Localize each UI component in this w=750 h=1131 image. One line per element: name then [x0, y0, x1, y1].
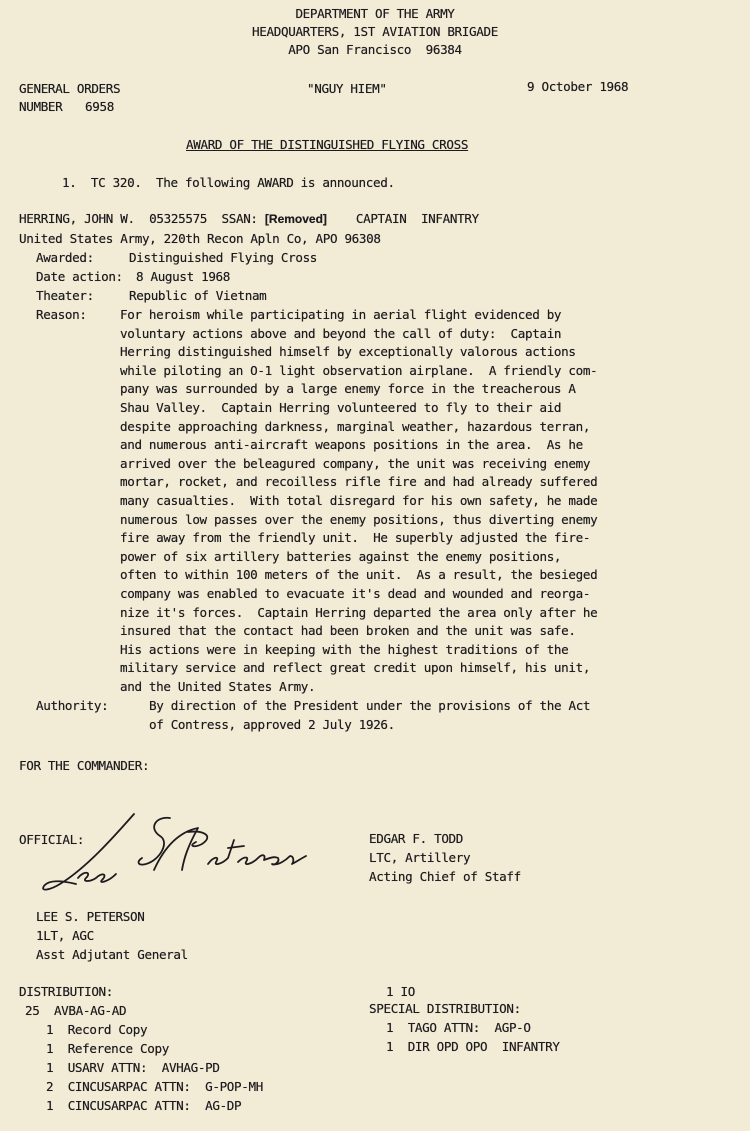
reason-line: voluntary actions above and beyond the call of duty: Captain [120, 325, 562, 341]
recipient-unit: United States Army, 220th Recon Apln Co, APO 96308 [19, 231, 381, 246]
authority-line-2: of Contress, approved 2 July 1926. [149, 717, 395, 732]
reason-line: power of six artillery batteries against the enemy positions, [120, 548, 562, 564]
reason-label: Reason: [36, 307, 87, 322]
motto: "NGUY HIEM" [307, 81, 387, 96]
distribution-item-0 [25, 1002, 126, 1020]
reason-line: company was enabled to evacuate it's dead and wounded and reorga- [120, 585, 591, 601]
distribution-count: 1 [386, 1020, 394, 1035]
distribution-text: CINCUSARPAC ATTN: AG-DP [67, 1098, 242, 1113]
distribution-text: Record Copy [67, 1022, 148, 1037]
announcement: 1. TC 320. The following AWARD is announced. [62, 175, 395, 190]
field-awarded-value: Distinguished Flying Cross [129, 250, 318, 265]
number-label: NUMBER [19, 99, 63, 114]
reason-line: and the United States Army. [120, 678, 316, 694]
distribution-item-2 [46, 1040, 169, 1058]
distribution-text: USARV ATTN: AVHAG-PD [67, 1060, 220, 1075]
official-label: OFFICIAL: [19, 832, 85, 847]
distribution-text: AVBA-AG-AD [53, 1003, 127, 1018]
distribution-text: CINCUSARPAC ATTN: G-POP-MH [67, 1079, 263, 1094]
distribution-count: 1 [46, 1022, 54, 1037]
reason-line: many casualties. With total disregard for his own safety, he made [120, 492, 598, 508]
official-rank: 1LT, AGC [36, 928, 94, 943]
reason-line: fire away from the friendly unit. He superbly adjusted the fire- [120, 530, 591, 546]
recipient-name-line [19, 210, 479, 228]
distribution-count: 1 [46, 1060, 54, 1075]
field-theater-value: Republic of Vietnam [129, 288, 267, 303]
distribution-item-4 [46, 1078, 263, 1096]
reason-text [120, 306, 597, 696]
distribution-count: 2 [46, 1079, 54, 1094]
reason-line: often to within 100 meters of the unit. As a result, the besieged [120, 567, 598, 583]
chief-of-staff-rank: LTC, Artillery [369, 850, 471, 865]
reason-line: while piloting an O-1 light observation airplane. A friendly com- [120, 362, 598, 378]
distribution-item-1 [46, 1021, 147, 1039]
reason-line: nize it's forces. Captain Herring departed the area only after he [120, 604, 598, 620]
order-number: 6958 [85, 99, 114, 114]
general-orders-label: GENERAL ORDERS [19, 81, 121, 96]
header-headquarters: HEADQUARTERS, 1ST AVIATION BRIGADE [252, 24, 498, 39]
field-date-value: 8 August 1968 [136, 269, 231, 284]
special-distribution-pre-item [386, 983, 415, 1001]
distribution-label: DISTRIBUTION: [19, 984, 114, 999]
field-awarded-label: Awarded: [36, 250, 94, 265]
recipient-name: HERRING, JOHN W. 05325575 SSAN: [19, 211, 258, 226]
distribution-text: TAGO ATTN: AGP-O [407, 1020, 531, 1035]
reason-line: mortar, rocket, and recoilless rifle fire and had already suffered [120, 474, 598, 490]
special-distribution-item-0 [386, 1019, 531, 1037]
distribution-count: 1 [46, 1098, 54, 1113]
reason-line: Herring distinguished himself by exceptionally valorous actions [120, 344, 576, 360]
authority-label: Authority: [36, 698, 109, 713]
distribution-count: 1 [386, 984, 394, 999]
reason-line: numerous low passes over the enemy positions, thus diverting enemy [120, 511, 598, 527]
reason-line: His actions were in keeping with the highest traditions of the [120, 641, 569, 657]
ssan-removed: [Removed] [264, 212, 327, 226]
reason-line: Shau Valley. Captain Herring volunteered to fly to their aid [120, 399, 562, 415]
official-title: Asst Adjutant General [36, 947, 188, 962]
order-date: 9 October 1968 [527, 79, 629, 94]
reason-line: For heroism while participating in aerial flight evidenced by [120, 307, 562, 322]
field-theater-label: Theater: [36, 288, 94, 303]
award-title: AWARD OF THE DISTINGUISHED FLYING CROSS [186, 137, 469, 152]
special-distribution-label: SPECIAL DISTRIBUTION: [369, 1001, 521, 1016]
distribution-text: IO [400, 984, 415, 999]
signature-image [38, 812, 308, 905]
for-the-commander: FOR THE COMMANDER: [19, 758, 150, 773]
chief-of-staff-title: Acting Chief of Staff [369, 869, 521, 884]
reason-line: insured that the contact had been broken and the unit was safe. [120, 623, 576, 639]
reason-line: despite approaching darkness, marginal weather, hazardous terran, [120, 418, 591, 434]
distribution-text: DIR OPD OPO INFANTRY [407, 1039, 560, 1054]
distribution-item-3 [46, 1059, 220, 1077]
field-date-label: Date action: [36, 269, 123, 284]
special-distribution-item-1 [386, 1038, 560, 1056]
distribution-count: 1 [46, 1041, 54, 1056]
chief-of-staff-name: EDGAR F. TODD [369, 831, 464, 846]
rank-branch: CAPTAIN INFANTRY [355, 211, 479, 226]
official-name: LEE S. PETERSON [36, 909, 145, 924]
authority-line-1: By direction of the President under the provisions of the Act [149, 698, 591, 713]
header-apo: APO San Francisco 96384 [288, 42, 462, 57]
distribution-text: Reference Copy [67, 1041, 169, 1056]
distribution-count: 1 [386, 1039, 394, 1054]
reason-line: and numerous anti-aircraft weapons positions in the area. As he [120, 437, 583, 453]
header-department: DEPARTMENT OF THE ARMY [295, 6, 455, 21]
reason-line: pany was surrounded by a large enemy force in the treacherous A [120, 381, 576, 397]
distribution-count: 25 [25, 1003, 40, 1018]
distribution-item-5 [46, 1097, 241, 1115]
reason-line: military service and reflect great credit upon himself, his unit, [120, 660, 591, 676]
reason-line: arrived over the beleagured company, the unit was receiving enemy [120, 455, 591, 471]
